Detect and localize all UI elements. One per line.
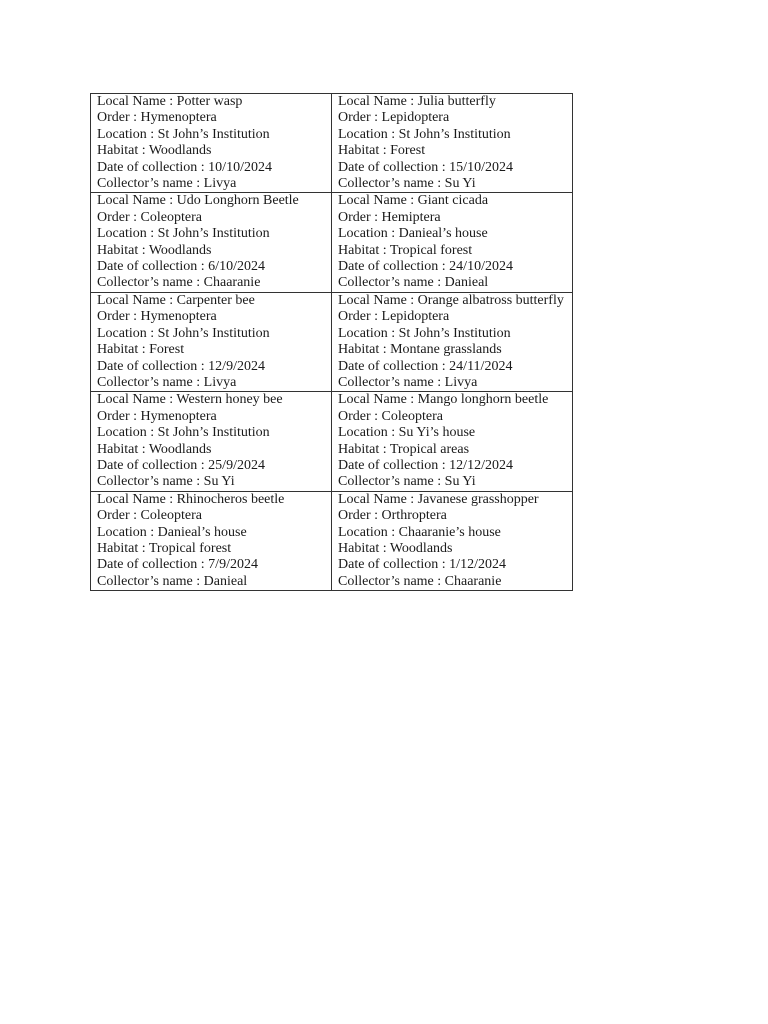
local-name: Local Name : Orange albatross butterfly: [338, 292, 564, 308]
specimen-cell: [332, 292, 573, 391]
location: Location : Danieal’s house: [338, 226, 488, 242]
habitat: Habitat : Woodlands: [97, 143, 212, 159]
specimen-cell: [91, 292, 332, 391]
collector-name: Collector’s name : Su Yi: [338, 176, 476, 192]
specimen-table: [90, 93, 573, 591]
order: Order : Coleoptera: [338, 408, 443, 424]
habitat: Habitat : Woodlands: [338, 540, 453, 556]
date-of-collection: Date of collection : 12/9/2024: [97, 358, 265, 374]
local-name: Local Name : Julia butterfly: [338, 94, 496, 109]
location: Location : St John’s Institution: [338, 126, 511, 142]
order: Order : Hymenoptera: [97, 309, 217, 325]
location: Location : Chaaranie’s house: [338, 524, 501, 540]
date-of-collection: Date of collection : 12/12/2024: [338, 457, 513, 473]
local-name: Local Name : Potter wasp: [97, 94, 243, 109]
order: Order : Lepidoptera: [338, 309, 450, 325]
habitat: Habitat : Forest: [97, 342, 185, 358]
collector-name: Collector’s name : Livya: [97, 176, 237, 192]
local-name: Local Name : Giant cicada: [338, 193, 489, 209]
habitat: Habitat : Forest: [338, 143, 426, 159]
order: Order : Hemiptera: [338, 209, 441, 225]
specimen-cell: [332, 491, 573, 590]
location: Location : Danieal’s house: [97, 524, 247, 540]
habitat: Habitat : Woodlands: [97, 242, 212, 258]
specimen-cell: [91, 491, 332, 590]
collector-name: Collector’s name : Chaaranie: [338, 573, 502, 589]
collector-name: Collector’s name : Danieal: [97, 573, 248, 589]
local-name: Local Name : Mango longhorn beetle: [338, 392, 549, 408]
table-row: [91, 392, 573, 491]
date-of-collection: Date of collection : 24/10/2024: [338, 259, 513, 275]
local-name: Local Name : Javanese grasshopper: [338, 491, 539, 507]
location: Location : St John’s Institution: [338, 325, 511, 341]
date-of-collection: Date of collection : 1/12/2024: [338, 557, 506, 573]
order: Order : Hymenoptera: [97, 110, 217, 126]
order: Order : Coleoptera: [97, 508, 202, 524]
date-of-collection: Date of collection : 25/9/2024: [97, 457, 265, 473]
location: Location : Su Yi’s house: [338, 425, 476, 441]
order: Order : Orthroptera: [338, 508, 447, 524]
location: Location : St John’s Institution: [97, 425, 270, 441]
specimen-cell: [91, 94, 332, 193]
habitat: Habitat : Tropical areas: [338, 441, 470, 457]
habitat: Habitat : Woodlands: [97, 441, 212, 457]
date-of-collection: Date of collection : 7/9/2024: [97, 557, 258, 573]
collector-name: Collector’s name : Danieal: [338, 275, 489, 291]
specimen-cell: [332, 392, 573, 491]
location: Location : St John’s Institution: [97, 126, 270, 142]
specimen-cell: [91, 392, 332, 491]
habitat: Habitat : Tropical forest: [338, 242, 473, 258]
table-row: [91, 292, 573, 391]
local-name: Local Name : Rhinocheros beetle: [97, 491, 285, 507]
specimen-cell: [332, 94, 573, 193]
collector-name: Collector’s name : Livya: [338, 374, 478, 390]
date-of-collection: Date of collection : 10/10/2024: [97, 159, 272, 175]
location: Location : St John’s Institution: [97, 226, 270, 242]
date-of-collection: Date of collection : 6/10/2024: [97, 259, 265, 275]
date-of-collection: Date of collection : 15/10/2024: [338, 159, 513, 175]
local-name: Local Name : Western honey bee: [97, 392, 283, 408]
date-of-collection: Date of collection : 24/11/2024: [338, 358, 513, 374]
local-name: Local Name : Carpenter bee: [97, 292, 255, 308]
order: Order : Coleoptera: [97, 209, 202, 225]
location: Location : St John’s Institution: [97, 325, 270, 341]
specimen-cell: [332, 193, 573, 292]
order: Order : Lepidoptera: [338, 110, 450, 126]
collector-name: Collector’s name : Su Yi: [338, 474, 476, 490]
specimen-cell: [91, 193, 332, 292]
table-row: [91, 193, 573, 292]
table-row: [91, 94, 573, 193]
habitat: Habitat : Montane grasslands: [338, 342, 502, 358]
order: Order : Hymenoptera: [97, 408, 217, 424]
local-name: Local Name : Udo Longhorn Beetle: [97, 193, 299, 209]
habitat: Habitat : Tropical forest: [97, 540, 232, 556]
collector-name: Collector’s name : Livya: [97, 374, 237, 390]
collector-name: Collector’s name : Su Yi: [97, 474, 235, 490]
collector-name: Collector’s name : Chaaranie: [97, 275, 261, 291]
table-row: [91, 491, 573, 590]
